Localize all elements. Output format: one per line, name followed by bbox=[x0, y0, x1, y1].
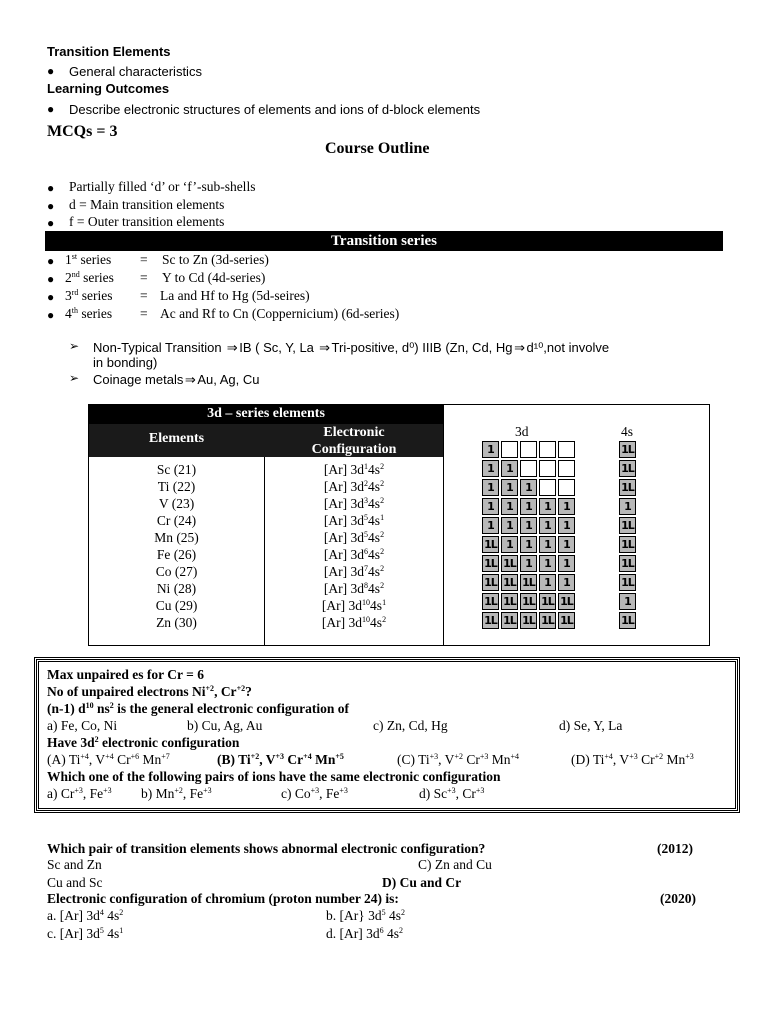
config-cell: [Ar] $3d^54s^1$ bbox=[323, 513, 385, 528]
config-cell: [Ar] $3d^74s^2$ bbox=[323, 564, 385, 579]
implies-arrow-icon: ⇒ bbox=[226, 340, 238, 355]
answer-option: c. [Ar] $3d^5$ $4s^1$ bbox=[47, 926, 124, 941]
config-cell: [Ar] $3d^54s^2$ bbox=[323, 530, 385, 545]
bullet: ● bbox=[47, 216, 55, 230]
orbital-box-3d: 1 bbox=[482, 460, 499, 477]
orbital-row bbox=[482, 536, 642, 554]
mcq-option-correct: (B) $Ti^{+2}$, $V^{+3}$ $Cr^{+4}$ $Mn^{+5}$ bbox=[217, 752, 344, 767]
element-cell: Ni (28) bbox=[156, 581, 197, 596]
bullet: ● bbox=[47, 308, 55, 322]
orbital-row bbox=[482, 593, 642, 611]
orbital-box-3d: 1 bbox=[482, 441, 499, 458]
orbital-box-3d: 1 bbox=[482, 479, 499, 496]
table-row bbox=[89, 564, 443, 581]
bullet: ● bbox=[47, 199, 55, 213]
orbital-box-3d: 1L bbox=[482, 612, 499, 629]
implies-arrow-icon: ⇒ bbox=[319, 340, 330, 355]
orbital-box-3d: 1 bbox=[558, 517, 575, 534]
orbital-box-4s: 1 bbox=[619, 498, 636, 515]
table-row bbox=[89, 581, 443, 598]
orbital-box-3d: 1 bbox=[520, 536, 537, 553]
mcq-line: Max unpaired es for Cr = 6 bbox=[47, 667, 204, 682]
question-year: (2020) bbox=[660, 891, 696, 906]
orbital-row bbox=[482, 460, 642, 478]
mcq-option: a) Fe, Co, Ni bbox=[47, 718, 118, 733]
orbital-box-3d: 1 bbox=[501, 498, 518, 515]
mcq-option: d) $Sc^{+3}$, $Cr^{+3}$ bbox=[419, 786, 485, 801]
topic-item: General characteristics bbox=[69, 64, 202, 79]
orbital-box-3d: 1 bbox=[558, 574, 575, 591]
table-title: 3d – series elements bbox=[207, 406, 325, 421]
orbital-box-3d: 1 bbox=[539, 498, 556, 515]
series-row: 2nd series bbox=[65, 270, 114, 285]
orbital-box-4s: 1 bbox=[619, 593, 636, 610]
config-cell: [Ar] $3d^{10}4s^2$ bbox=[321, 615, 387, 630]
question-year: (2012) bbox=[657, 841, 693, 856]
mcq-box bbox=[36, 659, 738, 811]
element-cell: Zn (30) bbox=[156, 615, 197, 630]
series-eq: = bbox=[140, 288, 148, 303]
table-row bbox=[89, 530, 443, 547]
mcq-option: (D) $Ti^{+4}$, $V^{+3}$ $Cr^{+2}$ $Mn^{+3}$ bbox=[571, 752, 694, 767]
mcq-option: c) $Co^{+3}$, $Fe^{+3}$ bbox=[281, 786, 348, 801]
mcq-option: b) $Mn^{+2}$, $Fe^{+3}$ bbox=[141, 786, 212, 801]
series-value: Ac and Rf to Cn (Coppernicium) (6d-series) bbox=[160, 306, 400, 321]
series-row: 1st series bbox=[65, 252, 112, 267]
learning-outcomes-title: Learning Outcomes bbox=[47, 81, 170, 96]
answer-option: Sc and Zn bbox=[47, 857, 102, 872]
orbital-box-3d: 1 bbox=[501, 517, 518, 534]
orbital-box-3d bbox=[558, 479, 575, 496]
orbital-box-4s: 1L bbox=[619, 612, 636, 629]
orbital-box-3d bbox=[539, 441, 556, 458]
orbital-row bbox=[482, 555, 642, 573]
config-cell: [Ar] $3d^{10}4s^1$ bbox=[321, 598, 387, 613]
topic-title: Transition Elements bbox=[47, 44, 171, 59]
orbital-box-3d: 1L bbox=[501, 574, 518, 591]
orbital-box-3d: 1 bbox=[482, 517, 499, 534]
table-row bbox=[89, 462, 443, 479]
answer-option-correct: D) Cu and Cr bbox=[382, 875, 462, 890]
non-typical-text: Non-Typical Transition ⇒ IB ( Sc, Y, La ⇒ Tri-positive, d⁰) IIIB (Zn, Cd, Hg ⇒ d¹⁰,not involve in bonding) bbox=[93, 340, 610, 370]
orbital-box-3d: 1L bbox=[501, 612, 518, 629]
table-row bbox=[89, 496, 443, 513]
implies-arrow-icon: ⇒ bbox=[514, 340, 525, 355]
orbital-box-4s: 1L bbox=[619, 555, 636, 572]
table-row bbox=[89, 479, 443, 496]
element-cell: Mn (25) bbox=[154, 530, 199, 545]
orbital-box-3d: 1L bbox=[482, 555, 499, 572]
orbital-box-4s: 1L bbox=[619, 460, 636, 477]
orbital-box-3d: 1 bbox=[520, 498, 537, 515]
element-cell: Sc (21) bbox=[156, 462, 197, 477]
config-cell: [Ar] $3d^64s^2$ bbox=[323, 547, 385, 562]
transition-series-header: Transition series bbox=[45, 231, 723, 251]
bullet: ● bbox=[47, 272, 55, 286]
orbital-box-3d: 1L bbox=[558, 593, 575, 610]
orbital-box-4s: 1L bbox=[619, 517, 636, 534]
orbital-box-3d bbox=[558, 460, 575, 477]
orbital-box-3d: 1 bbox=[501, 479, 518, 496]
mcq-option: a) $Cr^{+3}$, $Fe^{+3}$ bbox=[47, 786, 112, 801]
past-question: Which pair of transition elements shows abnormal electronic configuration? bbox=[47, 841, 486, 856]
mcq-option: d) Se, Y, La bbox=[559, 718, 623, 733]
arrow-bullet-icon: ➢ bbox=[69, 371, 80, 385]
config-cell: [Ar] $3d^34s^2$ bbox=[323, 496, 385, 511]
orbital-box-3d: 1L bbox=[482, 574, 499, 591]
orbital-box-3d: 1L bbox=[539, 593, 556, 610]
orbital-row bbox=[482, 574, 642, 592]
orbital-box-3d: 1L bbox=[520, 593, 537, 610]
config-cell: [Ar] $3d^84s^2$ bbox=[323, 581, 385, 596]
orbital-box-3d: 1 bbox=[520, 479, 537, 496]
orbital-box-3d: 1 bbox=[539, 574, 556, 591]
orbital-box-3d bbox=[520, 460, 537, 477]
answer-option: a. [Ar] $3d^4$ $4s^2$ bbox=[47, 908, 124, 923]
outline-item: Partially filled ‘d’ or ‘f’-sub-shells bbox=[69, 179, 256, 194]
answer-option: C) Zn and Cu bbox=[418, 857, 492, 872]
orbital-box-3d: 1 bbox=[539, 555, 556, 572]
config-cell: [Ar] $3d^14s^2$ bbox=[323, 462, 385, 477]
element-cell: Cu (29) bbox=[155, 598, 198, 613]
series-value: La and Hf to Hg (5d-seires) bbox=[160, 288, 310, 303]
orbital-box-3d: 1 bbox=[539, 517, 556, 534]
orbital-row bbox=[482, 612, 642, 630]
orbital-box-3d: 1 bbox=[482, 498, 499, 515]
orbital-box-3d: 1 bbox=[558, 536, 575, 553]
orbital-row bbox=[482, 517, 642, 535]
coinage-text: Coinage metals ⇒ Au, Ag, Cu bbox=[93, 372, 260, 387]
table-row bbox=[89, 513, 443, 530]
answer-option: d. [Ar] $3d^6$ $4s^2$ bbox=[326, 926, 404, 941]
mcq-option: b) Cu, Ag, Au bbox=[187, 718, 263, 733]
mcq-option: c) Zn, Cd, Hg bbox=[373, 718, 448, 733]
element-cell: Ti (22) bbox=[157, 479, 196, 494]
bullet: ● bbox=[47, 290, 55, 304]
answer-option: b. [Ar} $3d^5$ $4s^2$ bbox=[326, 908, 405, 923]
mcq-option: (A) $Ti^{+4}$, $V^{+4}$ $Cr^{+6}$ $Mn^{+7}$ bbox=[47, 752, 170, 767]
mcq-line: Which one of the following pairs of ions have the same electronic configuration bbox=[47, 769, 501, 784]
table-row bbox=[89, 615, 443, 632]
element-cell: Fe (26) bbox=[156, 547, 197, 562]
mcq-line: (n-1) $d^{10}$ $ns^2$ is the general electronic configuration of bbox=[47, 701, 349, 716]
orbital-box-3d: 1L bbox=[501, 555, 518, 572]
config-table bbox=[89, 405, 444, 645]
mcq-line: Have $3d^2$ electronic configuration bbox=[47, 735, 240, 750]
config-cell: [Ar] $3d^24s^2$ bbox=[323, 479, 385, 494]
series-eq: = bbox=[140, 306, 148, 321]
mcq-line: No of unpaired electrons $Ni^{+2}$, $Cr^{+2}$? bbox=[47, 684, 252, 699]
orbital-box-3d: 1L bbox=[558, 612, 575, 629]
orbital-box-3d: 1L bbox=[520, 612, 537, 629]
mcqs-count: MCQs = 3 bbox=[47, 123, 118, 140]
orbital-row bbox=[482, 441, 642, 459]
orbital-box-3d: 1 bbox=[539, 536, 556, 553]
table-row bbox=[89, 547, 443, 564]
outline-item: f = Outer transition elements bbox=[69, 214, 225, 229]
orbital-box-3d: 1L bbox=[501, 593, 518, 610]
orbital-row bbox=[482, 498, 642, 516]
bullet: ● bbox=[47, 254, 55, 268]
orbital-box-3d bbox=[558, 441, 575, 458]
bullet: ● bbox=[47, 181, 55, 195]
orbital-box-4s: 1L bbox=[619, 479, 636, 496]
past-question: Electronic configuration of chromium (proton number 24) is: bbox=[47, 891, 399, 906]
orbital-box-3d: 1 bbox=[558, 555, 575, 572]
orbital-box-4s: 1L bbox=[619, 441, 636, 458]
orbital-box-3d: 1L bbox=[482, 593, 499, 610]
orbital-box-3d: 1 bbox=[501, 536, 518, 553]
orbital-box-4s: 1L bbox=[619, 574, 636, 591]
bullet: ● bbox=[47, 64, 55, 78]
bullet: ● bbox=[47, 102, 55, 116]
orbital-row bbox=[482, 479, 642, 497]
orbital-box-3d bbox=[539, 479, 556, 496]
orbital-box-3d: 1 bbox=[520, 517, 537, 534]
orbital-box-3d bbox=[501, 441, 518, 458]
answer-option: Cu and Sc bbox=[47, 875, 103, 890]
table-row bbox=[89, 598, 443, 615]
col-header-config: Electronic Configuration bbox=[311, 425, 397, 457]
orbital-box-3d: 1 bbox=[558, 498, 575, 515]
orbital-box-3d bbox=[539, 460, 556, 477]
table-header bbox=[89, 405, 443, 457]
col-header-elements: Elements bbox=[148, 431, 205, 446]
series-row: 4th series bbox=[65, 306, 113, 321]
element-cell: Cr (24) bbox=[156, 513, 197, 528]
orbital-box-3d: 1 bbox=[501, 460, 518, 477]
orbital-box-3d: 1L bbox=[482, 536, 499, 553]
arrow-bullet-icon: ➢ bbox=[69, 339, 80, 353]
series-value: Y to Cd (4d-series) bbox=[162, 270, 266, 285]
implies-arrow-icon: ⇒ bbox=[184, 372, 196, 387]
orbital-box-3d: 1L bbox=[539, 612, 556, 629]
element-cell: Co (27) bbox=[155, 564, 198, 579]
outcome-item: Describe electronic structures of elements and ions of d-block elements bbox=[69, 102, 481, 117]
mcq-option: (C) $Ti^{+3}$, $V^{+2}$ $Cr^{+3}$ $Mn^{+4}$ bbox=[397, 752, 519, 767]
orbital-box-3d: 1L bbox=[520, 574, 537, 591]
course-outline-title: Course Outline bbox=[325, 140, 430, 157]
orbital-box-3d bbox=[520, 441, 537, 458]
element-cell: V (23) bbox=[158, 496, 195, 511]
orbital-box-3d: 1 bbox=[520, 555, 537, 572]
orbital-box-4s: 1L bbox=[619, 536, 636, 553]
orbital-3d-label: 3d bbox=[515, 424, 529, 439]
series-eq: = bbox=[140, 252, 148, 267]
series-row: 3rd series bbox=[65, 288, 113, 303]
outline-item: d = Main transition elements bbox=[69, 197, 225, 212]
orbital-4s-label: 4s bbox=[621, 424, 634, 439]
series-value: Sc to Zn (3d-series) bbox=[162, 252, 269, 267]
series-eq: = bbox=[140, 270, 148, 285]
